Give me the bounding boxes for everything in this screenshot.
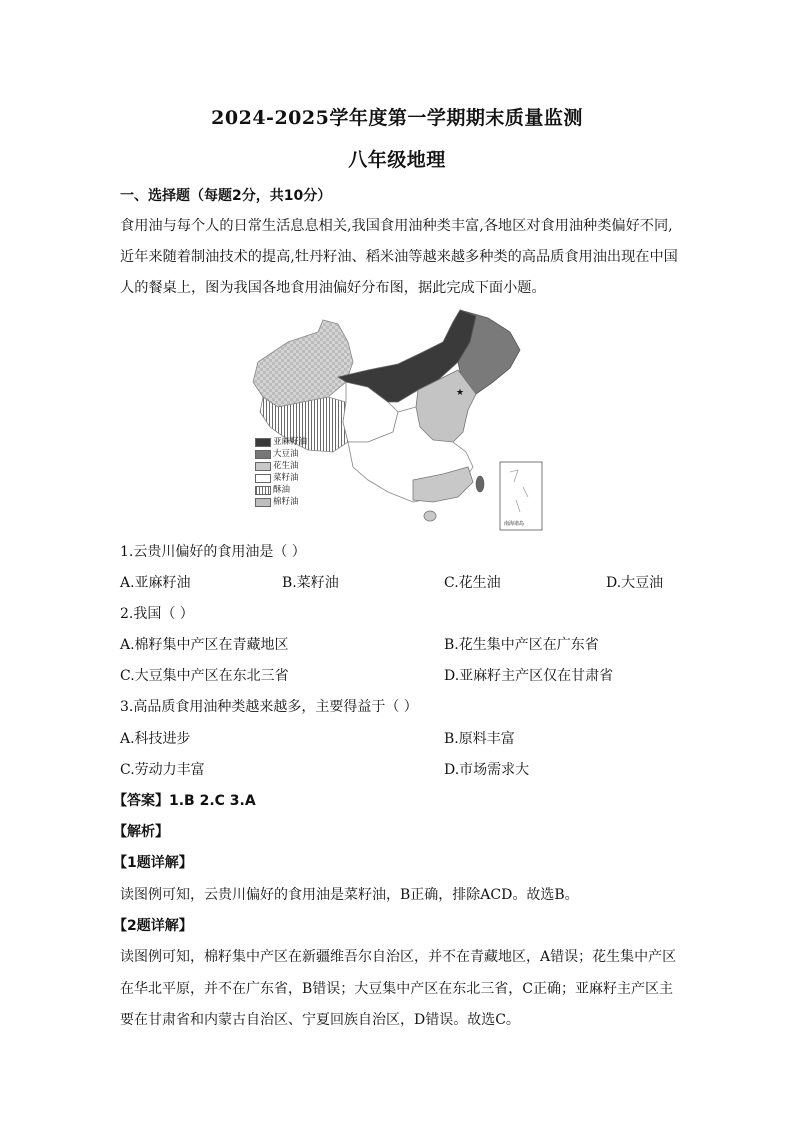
q3-stem: 3.高品质食用油种类越来越多，主要得益于（ ）	[120, 699, 418, 715]
q3-option-b: B.原料丰富	[444, 731, 515, 747]
legend-item	[255, 486, 325, 495]
legend-label: 酥油	[273, 485, 291, 495]
q2-option-d: D.亚麻籽主产区仅在甘肃省	[444, 668, 614, 684]
inset-label: 南海诸岛	[504, 521, 525, 527]
map-legend	[255, 438, 325, 530]
detail1-text: 读图例可知，云贵川偏好的食用油是菜籽油，B正确，排除ACD。故选B。	[120, 887, 579, 903]
capital-star-icon: ★	[456, 388, 465, 398]
q3-option-d: D.市场需求大	[444, 762, 530, 778]
legend-item	[255, 450, 325, 459]
detail1-heading: 【1题详解】	[113, 855, 193, 871]
intro-line-3: 人的餐桌上，图为我国各地食用油偏好分布图，据此完成下面小题。	[120, 280, 546, 296]
analysis-heading: 【解析】	[113, 824, 169, 840]
legend-swatch-peanut	[255, 462, 271, 471]
q1-stem: 1.云贵川偏好的食用油是（ ）	[120, 544, 306, 560]
region-hainan	[424, 511, 436, 521]
q1-option-a: A.亚麻籽油	[120, 575, 191, 591]
page-subtitle: 八年级地理	[348, 149, 446, 171]
q2-option-b: B.花生集中产区在广东省	[444, 637, 599, 653]
legend-label: 棉籽油	[273, 497, 299, 507]
section-heading: 一、选择题（每题2分，共10分）	[120, 188, 332, 204]
answer-line: 【答案】1.B 2.C 3.A	[113, 793, 256, 809]
legend-label: 大豆油	[273, 449, 299, 459]
legend-item	[255, 474, 325, 483]
q2-stem: 2.我国（ ）	[120, 606, 194, 622]
q2-option-a: A.棉籽集中产区在青藏地区	[120, 637, 289, 653]
intro-line-2: 近年来随着制油技术的提高,牡丹籽油、稻米油等越来越多种类的高品质食用油出现在中国	[120, 249, 678, 265]
legend-swatch-cottonseed	[255, 498, 271, 507]
region-xinjiang	[253, 320, 353, 407]
legend-label: 菜籽油	[273, 473, 299, 483]
legend-swatch-rapeseed	[255, 474, 271, 483]
legend-label: 亚麻籽油	[273, 437, 308, 447]
q1-option-d: D.大豆油	[606, 575, 664, 591]
q1-option-b: B.菜籽油	[282, 575, 339, 591]
intro-line-1: 食用油与每个人的日常生活息息相关,我国食用油种类丰富,各地区对食用油种类偏好不同,	[120, 218, 673, 234]
legend-item	[255, 462, 325, 471]
detail2-line-1: 读图例可知，棉籽集中产区在新疆维吾尔自治区，并不在青藏地区，A错误；花生集中产区	[120, 949, 677, 965]
oil-preference-map	[248, 302, 548, 534]
legend-swatch-soybean	[255, 450, 271, 459]
q3-option-a: A.科技进步	[120, 731, 191, 747]
legend-item	[255, 438, 325, 447]
legend-item	[255, 498, 325, 507]
detail2-line-3: 要在甘肃省和内蒙古自治区、宁夏回族自治区，D错误。故选C。	[120, 1012, 520, 1028]
legend-label: 花生油	[273, 461, 299, 471]
page-title: 2024-2025学年度第一学期期末质量监测	[211, 107, 583, 129]
detail2-heading: 【2题详解】	[113, 918, 193, 934]
q3-option-c: C.劳动力丰富	[120, 762, 205, 778]
q1-option-c: C.花生油	[444, 575, 501, 591]
region-taiwan	[476, 476, 484, 492]
legend-swatch-linseed	[255, 438, 271, 447]
q2-option-c: C.大豆集中产区在东北三省	[120, 668, 289, 684]
detail2-line-2: 在华北平原，并不在广东省，B错误；大豆集中产区在东北三省，C正确；亚麻籽主产区主	[120, 981, 673, 997]
legend-swatch-ghee	[255, 486, 271, 495]
